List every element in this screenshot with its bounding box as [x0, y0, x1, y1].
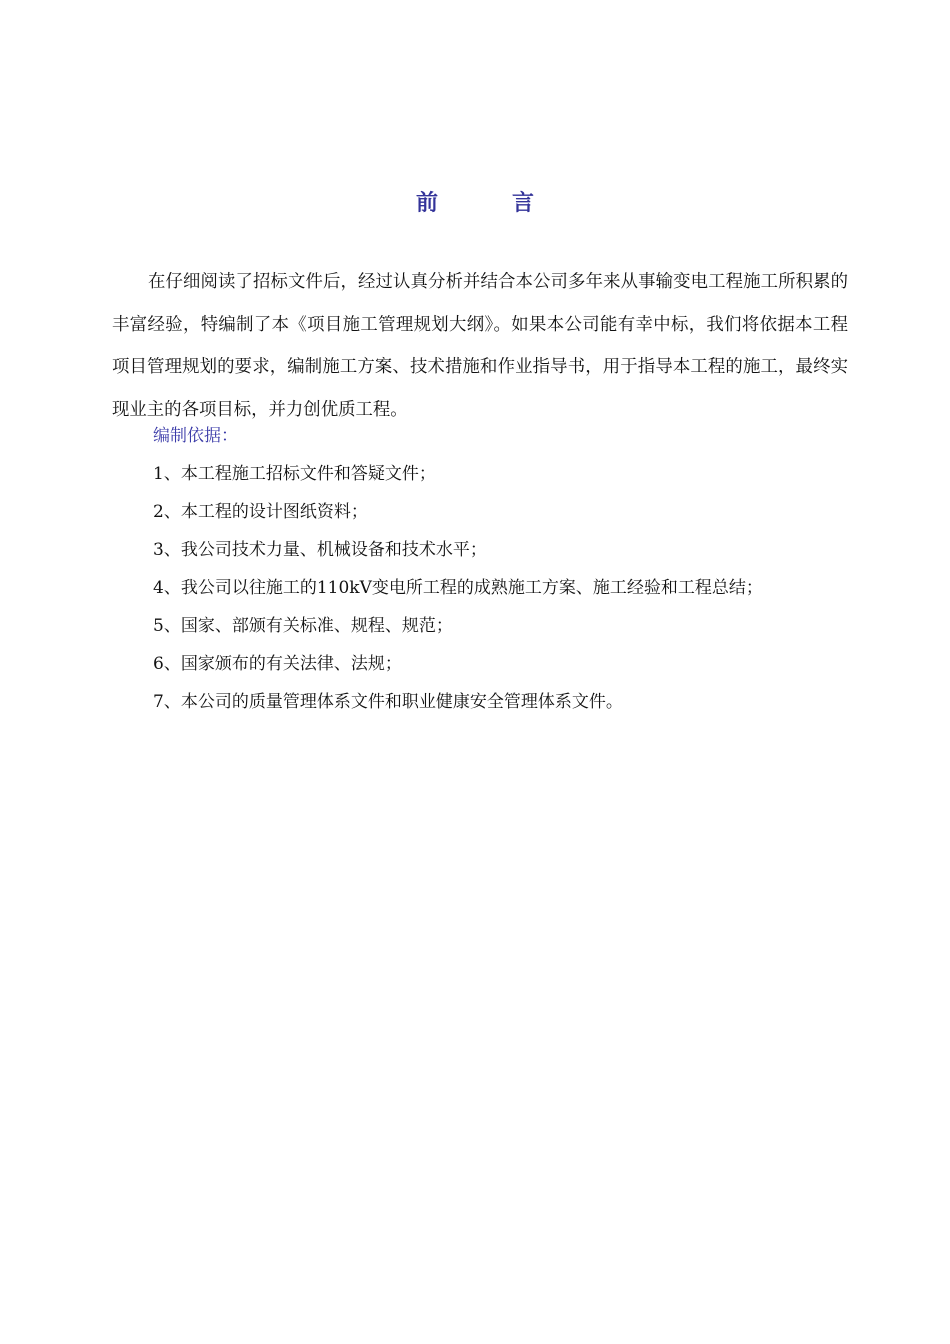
basis-item-7: 7、本公司的质量管理体系文件和职业健康安全管理体系文件。 [153, 692, 623, 712]
intro-paragraph: 在仔细阅读了招标文件后，经过认真分析并结合本公司多年来从事输变电工程施工所积累的丰富经验，特编制了本《项目施工管理规划大纲》。如果本公司能有幸中标，我们将依据本工程项目管理规划的要求，编制施工方案、技术措施和作业指导书，用于指导本工程的施工，最终实现业主的各项目标，并力创优质工程。 [112, 272, 848, 420]
basis-heading: 编制依据： [153, 426, 238, 446]
basis-item-4: 4、我公司以往施工的110kV变电所工程的成熟施工方案、施工经验和工程总结； [153, 578, 763, 598]
basis-item-5: 5、国家、部颁有关标准、规程、规范； [153, 616, 453, 636]
basis-item-3: 3、我公司技术力量、机械设备和技术水平； [153, 540, 487, 560]
page-title: 前 言 [415, 191, 560, 216]
basis-item-2: 2、本工程的设计图纸资料； [153, 502, 368, 522]
basis-list [153, 458, 873, 724]
basis-item-1: 1、本工程施工招标文件和答疑文件； [153, 464, 436, 484]
basis-item-6: 6、国家颁布的有关法律、法规； [153, 654, 402, 674]
